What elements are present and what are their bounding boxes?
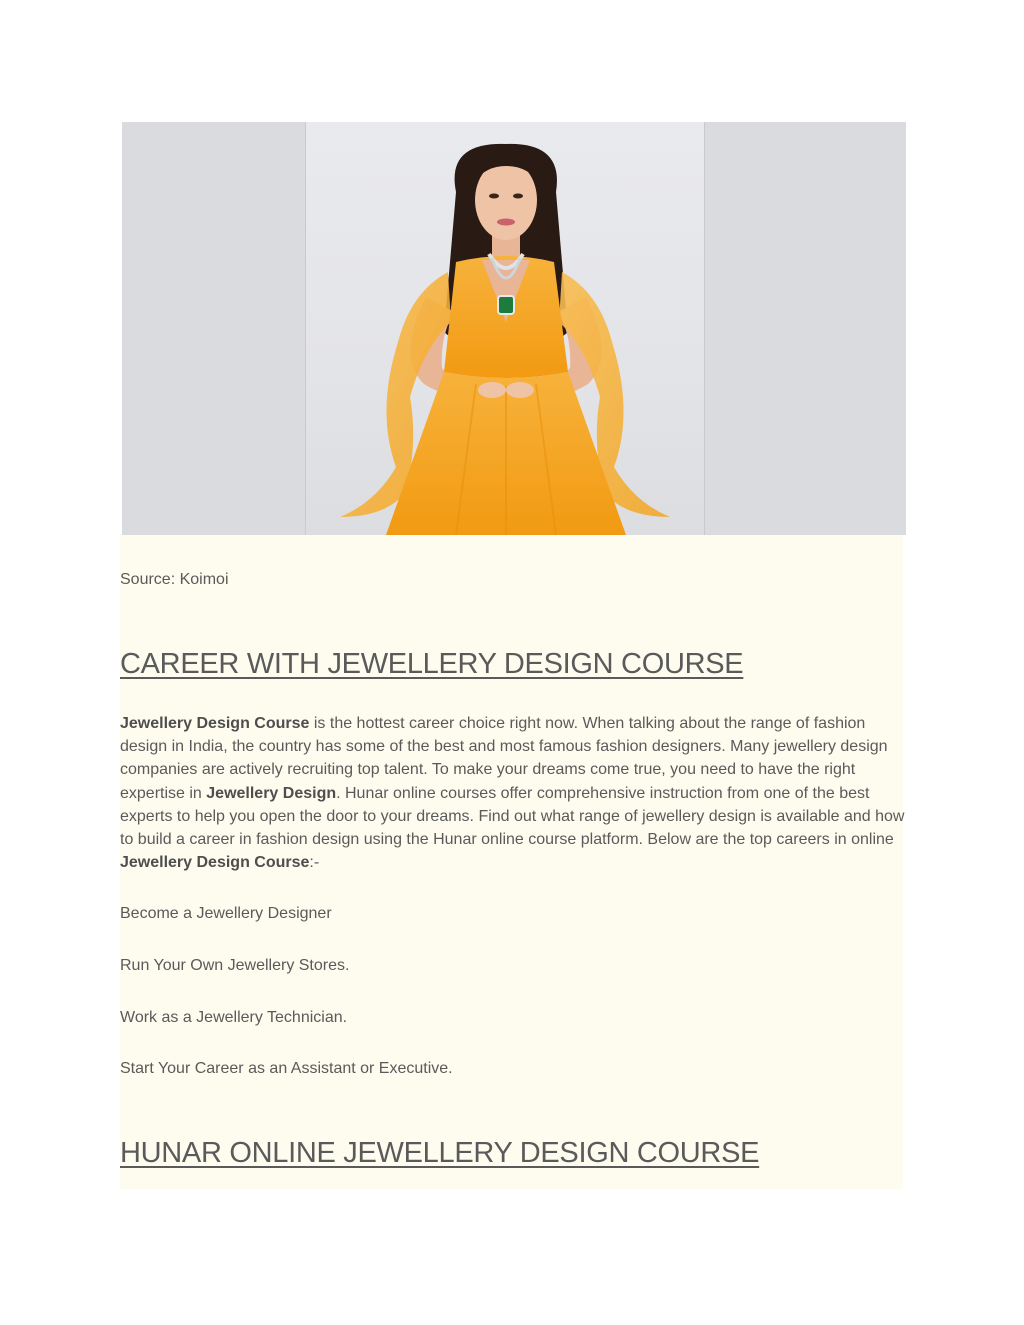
section-heading-hunar: HUNAR ONLINE JEWELLERY DESIGN COURSE — [120, 1137, 760, 1169]
model-illustration — [306, 122, 704, 535]
image-caption: Source: Koimoi — [120, 571, 229, 588]
career-item: Run Your Own Jewellery Stores. — [120, 957, 350, 974]
intro-paragraph — [120, 712, 905, 874]
paragraph-text-2: . Hunar online courses offer comprehensive instruction from one of the best experts to help you open the door to your dreams. Find out what range of jewellery design is available and how to build a career in fashion design using the Hunar online course platform. Below are the top careers in online — [120, 784, 905, 849]
section-heading-career: CAREER WITH JEWELLERY DESIGN COURSE — [120, 648, 744, 680]
career-item: Become a Jewellery Designer — [120, 905, 332, 922]
career-item: Work as a Jewellery Technician. — [120, 1009, 348, 1026]
hero-image — [122, 122, 906, 535]
paragraph-text-3: :- — [309, 854, 320, 872]
bold-jewellery-design: Jewellery Design — [206, 784, 337, 802]
bold-course-name-2: Jewellery Design Course — [120, 854, 310, 872]
paragraph-text-1: is the hottest career choice right now. When talking about the range of fashion design in India, the country has some of the best and most famous fashion designers. Many jewellery design companies are actively recruiting top talent. To make your dreams come true, you need to have the right expertise in — [120, 715, 888, 802]
career-item: Start Your Career as an Assistant or Executive. — [120, 1060, 453, 1077]
model-photo — [305, 122, 705, 535]
bold-course-name: Jewellery Design Course — [120, 715, 310, 732]
